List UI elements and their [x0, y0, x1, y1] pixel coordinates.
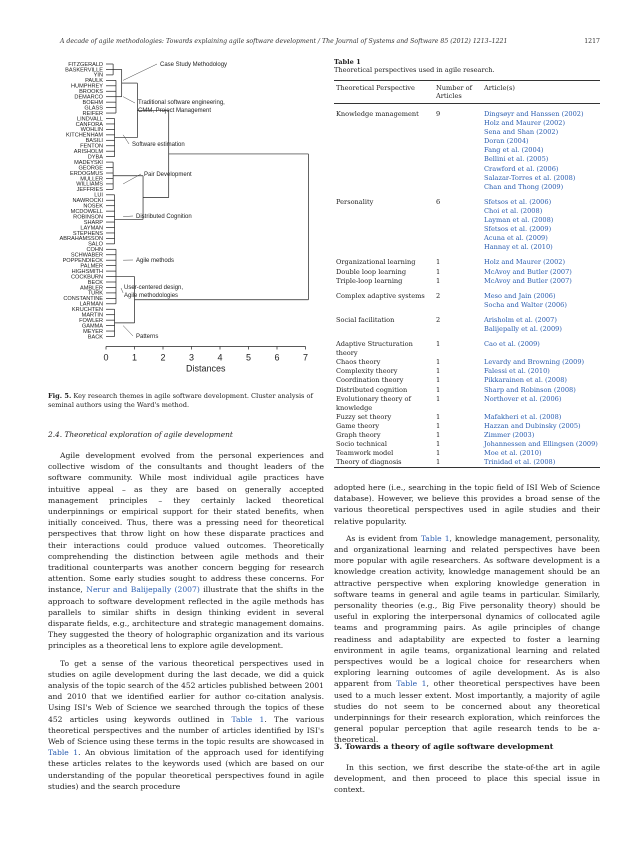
journal-citation: A decade of agile methodologies: Towards explaining agile software development / The Journal of Systems and Software 85 (2012) 1213–1221	[60, 38, 508, 45]
paragraph: As is evident from Table 1, knowledge management, personality, and organizational learning and related perspectives have been more popular with agile researchers. As software development is a knowledge creation activity, knowledge management should be an attractive perspective when exploring knowledge generation in software teams in general and agile teams in particular. Similarly, personality theories (e.g., Big Five personality theory) should be useful in exploring the interpersonal dynamics of collocated agile teams and programming pairs. As agile principles of change readiness and adaptability are expected to foster a learning environment in agile teams, organizational learning and related perspectives would be a logical choice for researchers when exploring learning outcomes of agile development. As is also apparent from Table 1, other theoretical perspectives have been used to a much lesser extent. Most importantly, a majority of agile studies do not seem to be concerned about any theoretical underpinnings for their research exploration, which reinforces the general popular perception that agile research tends to be a-theoretical.	[334, 533, 601, 745]
leaf-label: BASKERVILLE	[65, 67, 103, 74]
cell-perspective	[334, 137, 434, 146]
cell-perspective	[334, 155, 434, 164]
dendrogram-figure	[40, 58, 330, 388]
x-axis-tick-label: 0	[103, 352, 109, 363]
cell-article[interactable]: Holz and Maurer (2002)	[484, 119, 566, 128]
cell-article[interactable]: McAvoy and Butler (2007)	[484, 267, 572, 276]
table-row	[334, 340, 600, 358]
cell-count	[434, 243, 482, 252]
section-heading-3: 3. Towards a theory of agile software development	[334, 742, 554, 751]
leaf-label: PALMER	[80, 263, 103, 270]
cell-article[interactable]: Acuna et al. (2009)	[484, 234, 548, 243]
leaf-label: GAMMA	[81, 323, 103, 330]
table-row	[334, 367, 600, 376]
cell-perspective	[334, 325, 434, 334]
leaf-label: HUMPHREY	[70, 83, 103, 90]
annotation-leader	[123, 326, 133, 336]
leaf-label: JEFFRIES	[76, 187, 103, 194]
cell-article[interactable]: McAvoy and Butler (2007)	[484, 276, 572, 285]
table-link[interactable]: Table 1	[420, 533, 450, 543]
table-row	[334, 268, 600, 277]
x-axis-tick-label: 6	[274, 352, 280, 363]
cell-perspective	[334, 216, 434, 225]
col-header-perspective: Theoretical Perspective	[334, 81, 434, 104]
leaf-label: BOEHM	[82, 99, 103, 106]
cell-perspective	[334, 183, 434, 192]
cluster-label: Distributed Cognition	[136, 214, 192, 220]
cell-article[interactable]: Pikkarainen et al. (2008)	[484, 376, 567, 385]
leaf-label: GEORGE	[78, 165, 103, 172]
annotation-leader	[123, 97, 135, 103]
cell-article[interactable]: Salazar-Torres et al. (2008)	[484, 173, 576, 182]
table-row	[334, 431, 600, 440]
cell-article[interactable]: Layman et al. (2008)	[484, 216, 554, 225]
cell-article[interactable]: Trinidad et al. (2008)	[482, 458, 600, 468]
leaf-label: POPPENDIECK	[62, 258, 103, 264]
leaf-label: MCDOWELL	[70, 208, 103, 215]
leaf-label: BACK	[87, 334, 103, 341]
leaf-label: BECK	[87, 279, 103, 286]
table-row	[334, 243, 600, 252]
table-row	[334, 358, 600, 367]
leaf-label: YIN	[93, 72, 103, 79]
leaf-label: LAYMAN	[80, 225, 103, 232]
annotation-leader	[123, 135, 129, 144]
cell-article[interactable]: Falessi et al. (2010)	[484, 367, 550, 376]
table-row	[334, 316, 600, 325]
cell-perspective: Double loop learning	[336, 267, 407, 276]
cell-article[interactable]: Fang et al. (2004)	[484, 146, 544, 155]
annotation-leader	[123, 216, 133, 217]
leaf-label: LARMAN	[79, 301, 103, 308]
section-heading: 2.4. Theoretical exploration of agile development	[48, 430, 233, 439]
x-axis-tick-label: 3	[188, 352, 195, 363]
cell-perspective	[334, 119, 434, 128]
table-row	[334, 183, 600, 192]
table-link[interactable]: Table 1	[396, 679, 427, 689]
cell-perspective: Coordination theory	[336, 376, 404, 385]
x-axis-tick-label: 7	[302, 352, 309, 363]
leaf-label: MULLER	[80, 176, 103, 183]
cell-perspective	[334, 234, 434, 243]
cell-count	[434, 119, 482, 128]
cell-count	[434, 301, 482, 310]
cell-perspective	[334, 243, 434, 252]
cell-count	[434, 174, 482, 183]
cell-count	[434, 207, 482, 216]
cluster-label: Case Study Methodology	[160, 62, 228, 68]
leaf-label: ARISHOLM	[73, 149, 103, 155]
cell-perspective: Graph theory	[336, 431, 381, 439]
cell-article[interactable]: Chan and Thong (2009)	[484, 182, 564, 191]
cell-count	[434, 183, 482, 192]
cell-count: 1	[436, 376, 441, 385]
cell-count: 1	[436, 340, 441, 349]
cell-article[interactable]: Sharp and Robinson (2008)	[484, 385, 576, 394]
leaf-label: FENTON	[80, 143, 103, 150]
cell-perspective: Knowledge management	[336, 110, 419, 118]
paragraph: Agile development evolved from the personal experiences and collective wisdom of the consultants and thought leaders of the software community. While most individual agile practices have intuitive appeal – as they are based on generally accepted management principles – they certainly lacked theoretical underpinnings or empirical support for their stated benefits, when initially conceived. Thus, there was a pressing need for theoretical perspectives that throw light on how these disparate practices and their interactions could produce valued outcomes. Theoretically comprehending the distinction between agile methods and their traditional counterparts was another concern begging for research attention. Some early studies sought to address these concerns. For instance, Nerur and Balijepally (2007) illustrate that the shifts in the approach to software development reflected in the agile methods has parallels to similar shifts in design thinking evident in several disparate fields, e.g., architecture and strategic management domains. They suggested the theory of holographic organization and its various principles as a theoretical lens to explore agile development.	[48, 451, 324, 651]
table-row	[334, 216, 600, 225]
table-row	[334, 422, 600, 431]
cluster-label: User-centered design, Agile methodologies	[124, 285, 184, 299]
cell-article[interactable]: Johannessen and Ellingsen (2009)	[484, 440, 598, 449]
cell-article[interactable]: Meso and Jain (2006)	[484, 291, 556, 300]
cell-perspective: Social facilitation	[336, 315, 395, 324]
table-row	[334, 376, 600, 385]
cell-count: 6	[436, 197, 441, 206]
leaf-label: CANFORA	[75, 121, 103, 128]
leaf-label: CONSTANTINE	[63, 296, 103, 303]
cell-perspective: Evolutionary theory of knowledge	[336, 394, 411, 412]
x-axis-tick-label: 2	[160, 352, 166, 363]
cell-article[interactable]: Zimmer (2003)	[484, 431, 535, 439]
table-row	[334, 198, 600, 207]
paragraph: In this section, we first describe the state-of-the art in agile development, and then proceed to place this special issue in context.	[334, 763, 600, 795]
cell-count: 1	[436, 431, 441, 439]
cell-count: 1	[436, 394, 441, 403]
cell-count: 1	[436, 412, 441, 421]
cell-count: 9	[436, 110, 441, 118]
table-row	[334, 137, 600, 146]
annotation-leader	[123, 64, 157, 80]
cell-count: 1	[436, 258, 441, 267]
cell-article[interactable]: Hannay et al. (2010)	[484, 243, 553, 252]
cell-perspective: Game theory	[336, 421, 380, 430]
paragraph: adopted here (i.e., searching in the topic field of ISI Web of Science database). However, we believe this provides a broad sense of the various theoretical perspectives used in agile studies and their relative popularity.	[334, 483, 600, 526]
cell-article[interactable]: Balijepally et al. (2009)	[484, 324, 562, 333]
leaf-label: SALO	[88, 241, 103, 248]
cell-count	[434, 225, 482, 234]
table-row	[334, 110, 600, 119]
table-row	[334, 234, 600, 243]
cell-perspective: Teamwork model	[336, 449, 394, 458]
figure-caption	[48, 392, 324, 410]
leaf-label: NAWROCKI	[72, 198, 103, 205]
figure-caption-text: Key research themes in agile software development. Cluster analysis of seminal authors using the Ward's method.	[48, 392, 313, 409]
cluster-label: Software estimation	[132, 142, 185, 148]
cell-article[interactable]: Northover et al. (2006)	[484, 394, 562, 403]
table-row	[334, 165, 600, 174]
cell-count: 1	[436, 421, 441, 430]
cell-count	[434, 155, 482, 164]
cell-article[interactable]: Sena and Shan (2002)	[484, 128, 559, 137]
cell-count: 2	[436, 315, 441, 324]
table-row	[334, 413, 600, 422]
cell-perspective: Complex adaptive systems	[336, 291, 425, 300]
table-row	[334, 258, 600, 267]
table-row	[334, 440, 600, 449]
cell-perspective: Complexity theory	[336, 367, 398, 376]
citation-link[interactable]: Nerur and Balijepally (2007)	[86, 585, 200, 595]
table-row	[334, 146, 600, 155]
leaf-label: DYBA	[87, 154, 103, 161]
table-link[interactable]: Table 1	[48, 748, 79, 758]
cell-perspective	[334, 174, 434, 183]
col-header-count: Number of Articles	[434, 81, 482, 104]
table-row	[334, 458, 600, 468]
cell-article[interactable]: Arisholm et al. (2007)	[484, 315, 557, 324]
cell-count: 1	[434, 458, 482, 468]
leaf-label: SHARP	[83, 219, 103, 226]
table-link[interactable]: Table 1	[231, 714, 265, 724]
leaf-label: BASILI	[85, 138, 103, 145]
cell-count: 2	[436, 291, 441, 300]
leaf-label: TURK	[87, 290, 103, 297]
cell-article[interactable]: Mafakheri et al. (2008)	[484, 412, 562, 421]
cell-count: 1	[436, 367, 441, 376]
x-axis-tick-label: 5	[245, 352, 252, 363]
leaf-label: STEPHENS	[72, 230, 103, 237]
table-row	[334, 174, 600, 183]
table-label: Table 1	[334, 58, 361, 66]
cell-count: 1	[436, 440, 441, 449]
leaf-label: LUI	[94, 192, 103, 199]
annotation-leader	[121, 288, 123, 293]
cell-perspective: Adaptive Structuration theory	[336, 340, 413, 358]
cell-count	[434, 325, 482, 334]
table-row	[334, 207, 600, 216]
cell-perspective: Triple-loop learning	[336, 276, 403, 285]
cell-perspective	[334, 146, 434, 155]
cell-perspective: Chaos theory	[336, 358, 381, 367]
x-axis-label: Distances	[185, 363, 226, 374]
leaf-label: WOHLIN	[80, 127, 103, 134]
table-row	[334, 386, 600, 395]
cell-count	[434, 216, 482, 225]
cell-article[interactable]: Cao et al. (2009)	[484, 340, 540, 349]
leaf-label: SCHWABER	[70, 252, 103, 259]
table-row	[334, 225, 600, 234]
cell-article[interactable]: Doran (2004)	[484, 137, 529, 146]
leaf-label: MEYER	[83, 328, 103, 335]
leaf-label: BROOKS	[79, 89, 103, 96]
leaf-label: WILLIAMS	[76, 181, 103, 188]
cell-count	[434, 128, 482, 137]
cell-perspective: Socio technical	[336, 440, 387, 449]
cell-count	[434, 165, 482, 174]
cluster-label: Pair Development	[144, 172, 192, 178]
cell-count: 1	[436, 276, 441, 285]
table-row	[334, 395, 600, 413]
cell-article[interactable]: Choi et al. (2008)	[484, 206, 543, 215]
cell-article[interactable]: Moe et al. (2010)	[484, 449, 542, 458]
leaf-label: FITZGERALD	[68, 61, 103, 68]
cluster-label: Agile methods	[136, 258, 175, 264]
cell-count	[434, 234, 482, 243]
col-header-articles: Article(s)	[482, 81, 600, 104]
table-row	[334, 119, 600, 128]
leaf-label: ERDOGMUS	[70, 170, 103, 177]
cell-perspective: Organizational learning	[336, 258, 416, 267]
table-row	[334, 128, 600, 137]
table-row	[334, 449, 600, 458]
figure-caption-label: Fig. 5.	[48, 392, 72, 400]
table-title: Theoretical perspectives used in agile research.	[334, 66, 495, 74]
cell-count: 1	[436, 385, 441, 394]
leaf-label: PAULK	[85, 78, 103, 85]
cell-count	[434, 137, 482, 146]
cell-article[interactable]: Dingsøyr and Hanssen (2002)	[484, 110, 584, 118]
leaf-label: REIFER	[82, 110, 103, 117]
table-row	[334, 155, 600, 164]
leaf-label: DEMARCO	[74, 94, 103, 101]
perspectives-table	[334, 80, 600, 468]
cell-article[interactable]: Sfetsos et al. (2009)	[484, 225, 552, 234]
leaf-label: MARTIN	[81, 312, 103, 319]
cluster-label: Patterns	[136, 334, 159, 340]
cell-perspective: Fuzzy set theory	[336, 412, 392, 421]
table-row	[334, 325, 600, 334]
cell-perspective: Distributed cognition	[336, 385, 408, 394]
cell-perspective	[334, 128, 434, 137]
left-column-text	[48, 450, 324, 798]
cell-perspective: Theory of diagnosis	[334, 458, 434, 468]
table-1	[334, 58, 600, 468]
leaf-label: GLASS	[84, 105, 103, 112]
leaf-label: COHN	[86, 247, 103, 254]
leaf-label: HIGHSMITH	[71, 268, 103, 275]
leaf-label: KITCHENHAM	[66, 132, 103, 139]
running-header	[60, 38, 600, 45]
cell-article[interactable]: Crawford et al. (2006)	[484, 164, 559, 173]
cell-article[interactable]: Sfetsos et al. (2006)	[484, 197, 552, 206]
cell-count	[434, 146, 482, 155]
cluster-label: Traditional software engineering, CMM, Project Management	[138, 100, 225, 114]
leaf-label: COCKBURN	[70, 274, 103, 281]
x-axis-tick-label: 4	[217, 352, 223, 363]
cell-perspective: Personality	[336, 197, 374, 206]
cell-article[interactable]: Socha and Walter (2006)	[484, 300, 567, 309]
leaf-label: KRUCHTEN	[71, 307, 103, 314]
right-column-text-end	[334, 762, 600, 802]
leaf-label: FOWLER	[79, 317, 103, 324]
cell-perspective	[334, 207, 434, 216]
table-row	[334, 301, 600, 310]
leaf-label: MADEYSKI	[74, 159, 103, 166]
cell-article[interactable]: Holz and Maurer (2002)	[484, 258, 566, 267]
right-column-text	[334, 482, 600, 752]
cell-article[interactable]: Bellini et al. (2005)	[484, 155, 549, 164]
cell-perspective	[334, 225, 434, 234]
paragraph: To get a sense of the various theoretical perspectives used in studies on agile development during the last decade, we did a quick analysis of the topic search of the 452 articles published between 2001 and 2010 that we identified earlier for author co-citation analysis. Using ISI's Web of Science we searched through the topics of these 452 articles using keywords outlined in Table 1. The various theoretical perspectives and the number of articles identified by ISI's Web of Science using these terms in the topic results are showcased in Table 1. An obvious limitation of the approach used for identifying these articles relates to the keywords used (which are based on our understanding of the popular theoretical perspectives found in agile studies) and the search procedure	[48, 658, 324, 791]
leaf-label: LINDVALL	[76, 116, 103, 123]
cell-perspective	[334, 165, 434, 174]
table-row	[334, 292, 600, 301]
cell-article[interactable]: Hazzan and Dubinsky (2005)	[484, 421, 581, 430]
leaf-label: ROBINSON	[73, 214, 103, 221]
cell-count: 1	[436, 267, 441, 276]
leaf-label: AMBLER	[79, 285, 103, 292]
leaf-label: ABRAHAMSSON	[59, 236, 103, 243]
cell-count: 1	[436, 358, 441, 367]
x-axis-tick-label: 1	[131, 352, 138, 363]
cell-perspective	[334, 301, 434, 310]
table-body	[334, 104, 600, 468]
leaf-label: NOSEK	[83, 203, 103, 210]
page-number: 1217	[584, 38, 600, 45]
cell-article[interactable]: Levardy and Browning (2009)	[484, 358, 585, 367]
table-row	[334, 277, 600, 286]
cell-count: 1	[436, 449, 441, 458]
